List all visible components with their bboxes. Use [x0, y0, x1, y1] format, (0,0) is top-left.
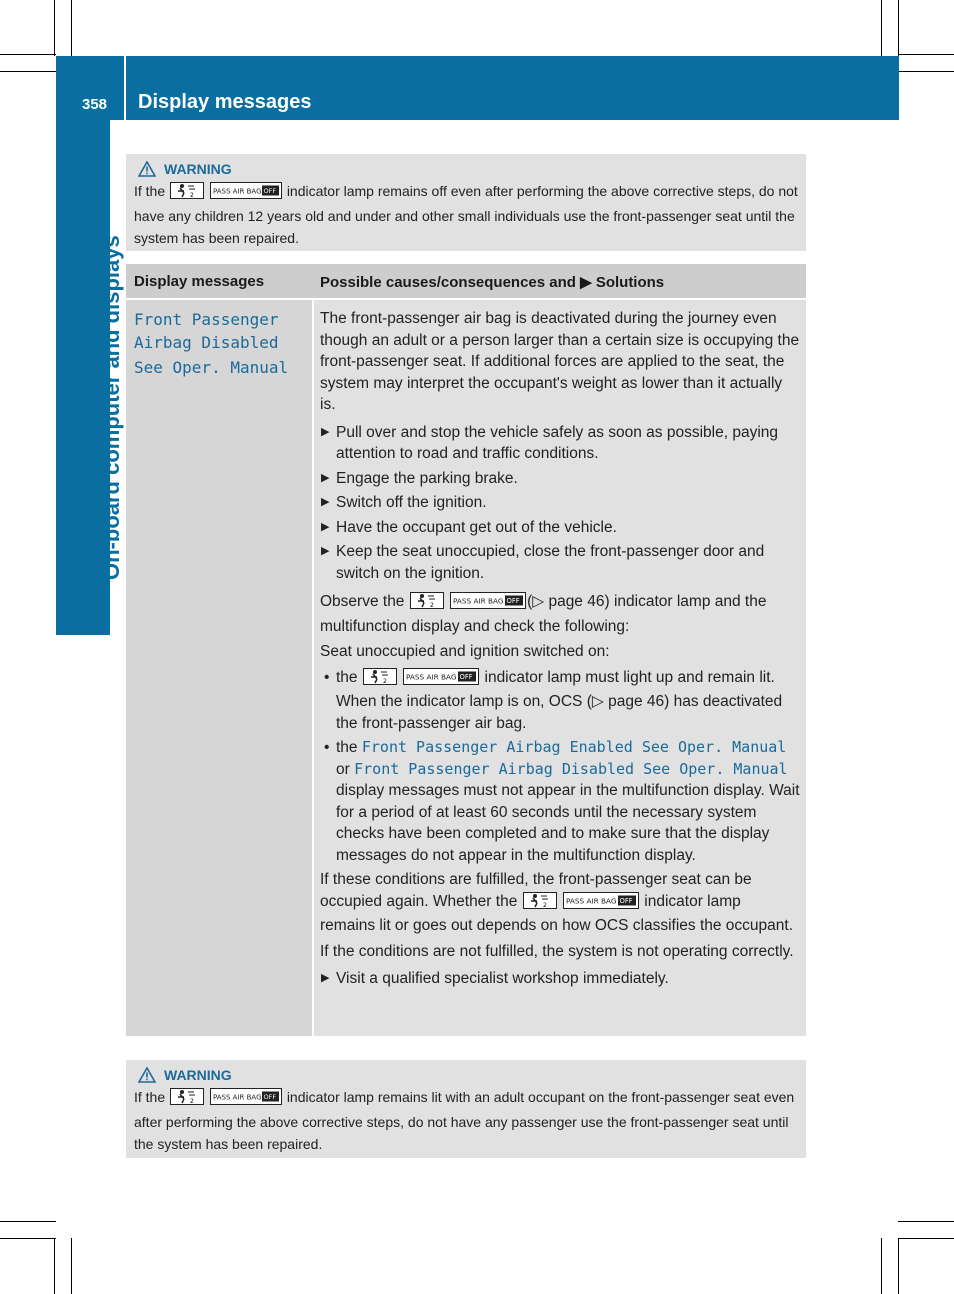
table-cell-causes	[314, 300, 806, 1036]
svg-text:PASS AIR BAG: PASS AIR BAG	[212, 1093, 262, 1102]
warning-triangle-icon	[138, 1067, 156, 1083]
crop-mark	[898, 71, 954, 72]
seat-occupant-icon	[363, 668, 397, 692]
display-message-line: See Oper. Manual	[134, 358, 289, 377]
observe-text-start: Observe the	[320, 593, 405, 610]
warning-heading	[138, 1064, 806, 1086]
svg-text:2: 2	[542, 901, 547, 909]
svg-text:2: 2	[382, 677, 387, 685]
section-title: Display messages	[138, 91, 312, 113]
svg-text:PASS AIR BAG: PASS AIR BAG	[565, 896, 617, 905]
bullet-dot: •	[324, 668, 330, 686]
seat-occupant-icon	[410, 592, 444, 616]
svg-text:OFF: OFF	[619, 896, 633, 905]
warning-text	[126, 180, 806, 253]
check-bullet	[320, 737, 800, 866]
warning-box	[126, 154, 806, 251]
step-text: Pull over and stop the vehicle safely as soon as possible, paying attention to road and traffic conditions.	[336, 423, 779, 462]
display-message-text	[134, 308, 288, 379]
page-number: 358	[82, 96, 108, 113]
warning-heading	[138, 158, 806, 180]
seat-condition: Seat unoccupied and ignition switched on:	[320, 643, 610, 660]
bullet-text: the	[336, 668, 358, 686]
instruction-step	[320, 541, 800, 584]
seat-occupant-icon	[523, 892, 557, 916]
warning-box	[126, 1060, 806, 1158]
seat-occupant-icon	[170, 1088, 204, 1111]
crop-mark	[54, 1238, 55, 1294]
display-message-line: Airbag Disabled	[134, 333, 279, 352]
crop-mark	[881, 1238, 882, 1294]
svg-text:OFF: OFF	[459, 672, 473, 681]
bullet-text: indicator lamp must light up and remain lit. When the indicator lamp is on, OCS (▷ page 46) has deactivated the front-passenger air bag.	[336, 668, 783, 732]
page-reference[interactable]: (▷ page 46) indicator lamp and the multifunction display and check the following:	[320, 593, 767, 635]
pass-airbag-off-icon	[210, 1088, 282, 1111]
warning-text-start: If the	[134, 183, 166, 199]
warning-text-end: indicator lamp remains lit with an adult occupant on the front-passenger seat even after performing the above corrective steps, do not have any passenger use the front-passenger seat until the system has been repaired.	[134, 1089, 795, 1152]
display-messages-table	[126, 264, 806, 1036]
crop-mark	[0, 71, 56, 72]
crop-mark	[881, 0, 882, 56]
crop-mark	[0, 1221, 56, 1222]
observe-paragraph	[320, 591, 800, 637]
not-fulfilled-paragraph: If the conditions are not fulfilled, the system is not operating correctly.	[320, 942, 794, 960]
warning-label: WARNING	[164, 161, 232, 177]
svg-text:2: 2	[190, 1098, 194, 1105]
fulfilled-text-end: indicator lamp remains lit or goes out depends on how OCS classifies the occupant.	[320, 892, 794, 934]
step-arrow-icon: ▶	[321, 972, 330, 984]
crop-mark	[898, 54, 954, 55]
seat-occupant-icon	[170, 182, 204, 205]
instruction-step	[320, 492, 800, 514]
pass-airbag-off-icon	[210, 182, 282, 205]
step-arrow-icon: ▶	[321, 520, 330, 533]
bullet-text: the	[336, 739, 358, 756]
header-divider	[124, 56, 126, 120]
crop-mark	[71, 0, 72, 56]
check-bullet	[320, 667, 800, 735]
instruction-step	[320, 968, 800, 990]
step-arrow-icon: ▶	[321, 496, 330, 508]
fulfilled-paragraph	[320, 869, 800, 937]
fulfilled-text-start: If these conditions are fulfilled, the front-passenger seat can be occupied again. Whether the	[320, 871, 752, 910]
display-message-inline: Front Passenger Airbag Enabled See Oper. Manual	[361, 738, 787, 756]
crop-mark	[898, 1238, 954, 1239]
crop-mark	[898, 0, 899, 56]
svg-text:OFF: OFF	[263, 187, 277, 195]
display-message-line: Front Passenger	[134, 310, 279, 329]
step-arrow-icon: ▶	[321, 471, 330, 484]
step-text: Visit a qualified specialist workshop immediately.	[336, 970, 669, 987]
crop-mark	[54, 0, 55, 56]
step-text: Keep the seat unoccupied, close the front-passenger door and switch on the ignition.	[336, 543, 765, 582]
warning-text-end: indicator lamp remains off even after performing the above corrective steps, do not have any children 12 years old and under and other small individuals use the front-passenger seat until the system has been repaired.	[134, 183, 798, 246]
step-text: Engage the parking brake.	[336, 469, 518, 487]
svg-text:PASS AIR BAG: PASS AIR BAG	[406, 672, 457, 681]
step-arrow-icon: ▶	[321, 425, 330, 438]
svg-text:OFF: OFF	[506, 597, 520, 605]
step-arrow-icon: ▶	[321, 545, 330, 557]
crop-mark	[0, 1238, 56, 1239]
step-text: Switch off the ignition.	[336, 494, 487, 511]
bullet-dot: •	[324, 739, 330, 756]
pass-airbag-off-icon	[450, 592, 526, 616]
crop-mark	[898, 1221, 954, 1222]
svg-text:PASS AIR BAG: PASS AIR BAG	[453, 596, 504, 606]
crop-mark	[71, 1238, 72, 1294]
warning-text	[126, 1086, 806, 1159]
intro-paragraph: The front-passenger air bag is deactivated during the journey even though an adult or a person larger than a certain size is occupying the front-passenger seat. If additional forces are applied to the seat, the system may interpret the occupant's weight as lower than it actually is.	[320, 310, 800, 413]
pass-airbag-off-icon	[403, 668, 479, 692]
crop-mark	[0, 54, 56, 55]
chapter-title: On-board computer and displays	[99, 235, 124, 580]
crop-mark	[898, 1238, 899, 1294]
table-header-causes-solutions: Possible causes/consequences and ▶ Solutions	[320, 274, 665, 291]
bullet-text: display messages must not appear in the multifunction display. Wait for a period of at least 60 seconds until the necessary system checks have been completed and to make sure that the display messages do not appear in the multifunction display.	[336, 782, 800, 864]
display-message-inline: Front Passenger Airbag Disabled See Oper. Manual	[354, 759, 788, 778]
table-cell-message	[126, 300, 312, 1036]
table-header-display-messages: Display messages	[134, 273, 265, 290]
instruction-step	[320, 468, 800, 490]
instruction-step	[320, 422, 800, 465]
pass-airbag-off-icon	[563, 892, 639, 916]
warning-text-start: If the	[134, 1089, 166, 1105]
svg-text:2: 2	[190, 192, 194, 199]
instruction-step	[320, 517, 800, 539]
bullet-text: or	[336, 760, 350, 778]
svg-text:OFF: OFF	[263, 1093, 277, 1101]
step-text: Have the occupant get out of the vehicle.	[336, 518, 617, 536]
svg-text:PASS AIR BAG: PASS AIR BAG	[212, 187, 262, 196]
warning-triangle-icon	[138, 161, 156, 177]
table-header-row	[126, 264, 806, 298]
warning-label: WARNING	[164, 1067, 232, 1083]
causes-content	[320, 308, 800, 993]
svg-text:2: 2	[429, 602, 434, 609]
